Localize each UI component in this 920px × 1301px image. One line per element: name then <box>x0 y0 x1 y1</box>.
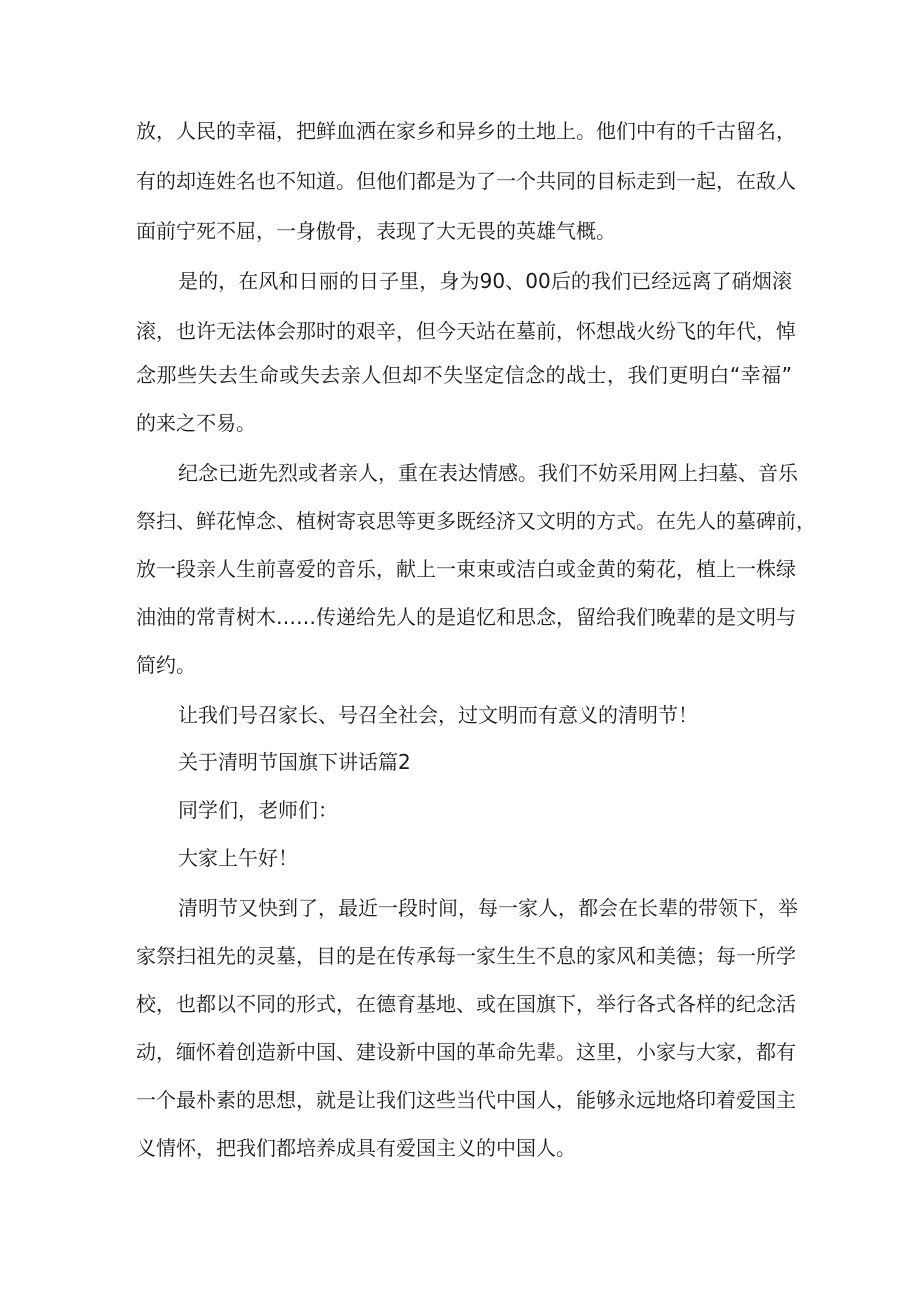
text-line: 一个最朴素的思想，就是让我们这些当代中国人，能够永远地烙印着爱国主 <box>136 1088 796 1112</box>
text-line: 有的却连姓名也不知道。但他们都是为了一个共同的目标走到一起，在敌人 <box>136 169 796 193</box>
text-line: 纪念已逝先烈或者亲人，重在表达情感。我们不妨采用网上扫墓、音乐 <box>178 461 798 485</box>
text-line: 简约。 <box>136 653 196 677</box>
text-line: 清明节又快到了，最近一段时间，每一家人，都会在长辈的带领下，举 <box>178 896 798 920</box>
text-line: 家祭扫祖先的灵墓，目的是在传承每一家生生不息的家风和美德；每一所学 <box>136 944 796 968</box>
salutation: 同学们，老师们： <box>178 798 338 822</box>
section-heading: 关于清明节国旗下讲话篇2 <box>178 750 411 774</box>
text-line: 让我们号召家长、号召全社会，过文明而有意义的清明节！ <box>178 703 698 727</box>
text-line: 的来之不易。 <box>136 411 256 435</box>
text-line: 校，也都以不同的形式，在德育基地、或在国旗下，举行各式各样的纪念活 <box>136 992 796 1016</box>
text-line: 面前宁死不屈，一身傲骨，表现了大无畏的英雄气概。 <box>136 219 616 243</box>
text-line: 是的，在风和日丽的日子里，身为90、00后的我们已经远离了硝烟滚 <box>178 269 792 293</box>
text-line: 油油的常青树木……传递给先人的是追忆和思念，留给我们晚辈的是文明与 <box>136 605 796 629</box>
text-line: 义情怀，把我们都培养成具有爱国主义的中国人。 <box>136 1136 576 1160</box>
text-line: 念那些失去生命或失去亲人但却不失坚定信念的战士，我们更明白“幸福” <box>136 363 792 387</box>
text-line: 滚，也许无法体会那时的艰辛，但今天站在墓前，怀想战火纷飞的年代，悼 <box>136 319 796 343</box>
text-line: 动，缅怀着创造新中国、建设新中国的革命先辈。这里，小家与大家，都有 <box>136 1040 796 1064</box>
text-line: 放，人民的幸福，把鲜血洒在家乡和异乡的土地上。他们中有的千古留名， <box>136 119 796 143</box>
text-line: 放一段亲人生前喜爱的音乐，献上一束束或洁白或金黄的菊花，植上一株绿 <box>136 557 796 581</box>
text-line: 祭扫、鲜花悼念、植树寄哀思等更多既经济又文明的方式。在先人的墓碑前， <box>136 509 816 533</box>
greeting: 大家上午好！ <box>178 846 298 870</box>
